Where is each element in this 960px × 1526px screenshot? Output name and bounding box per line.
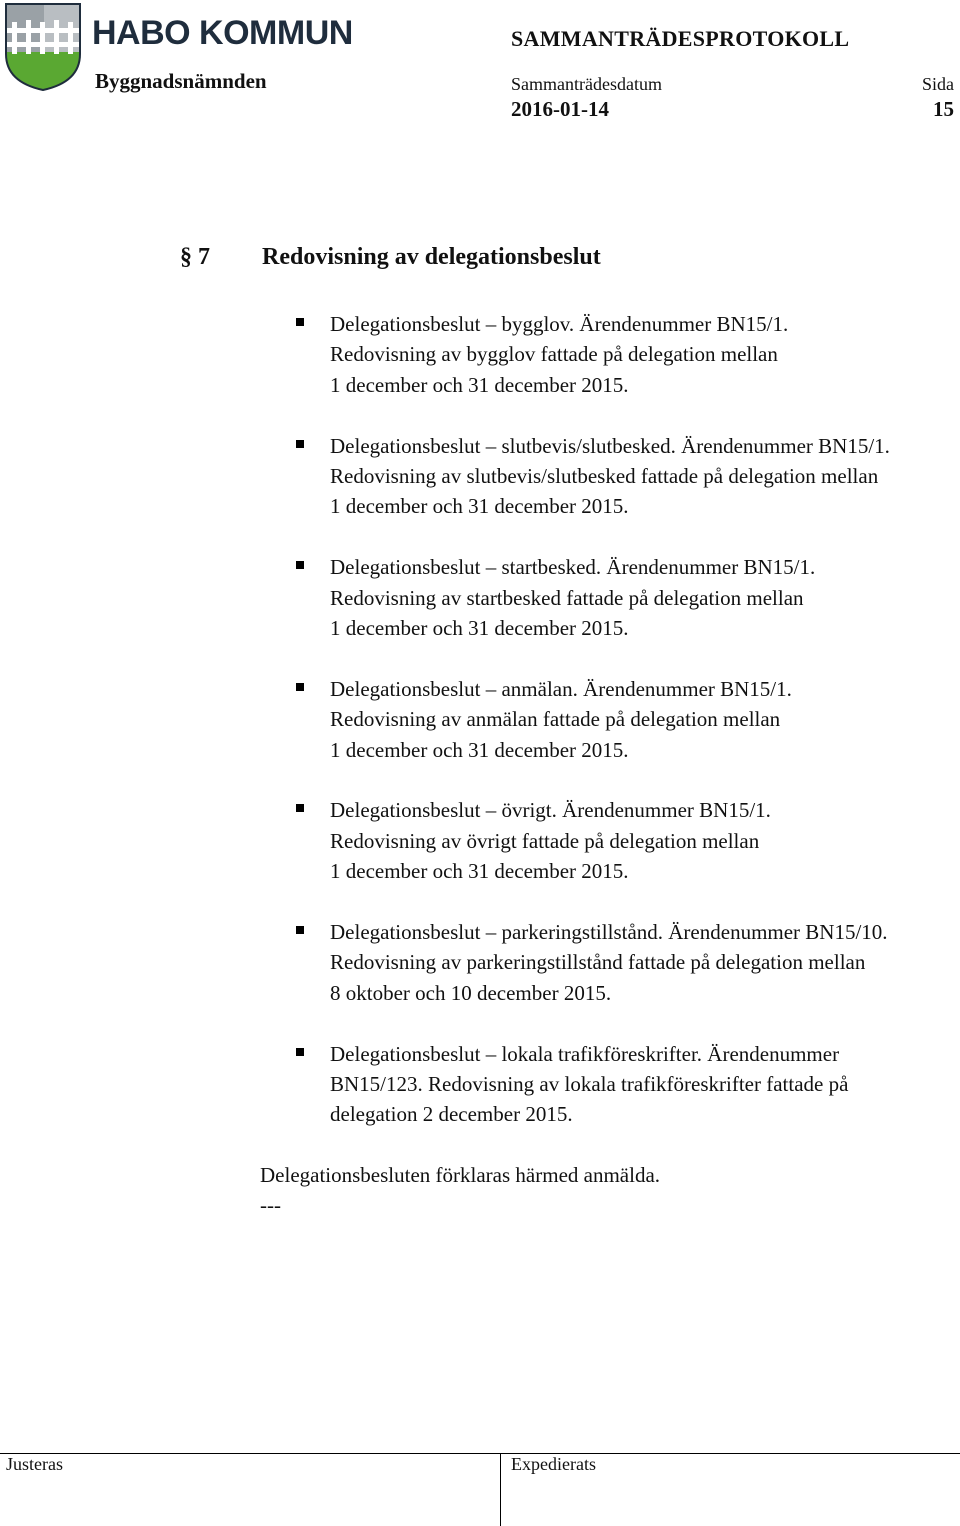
delegation-decision-list <box>296 309 946 1160</box>
section-number: § 7 <box>180 244 210 270</box>
list-item <box>296 795 946 886</box>
meeting-date-label: Sammanträdesdatum <box>511 74 662 94</box>
committee-name: Byggnadsnämnden <box>95 69 267 93</box>
bullet-icon <box>296 683 304 691</box>
bullet-icon <box>296 1048 304 1056</box>
list-item <box>296 431 946 522</box>
footer-rule <box>0 1453 960 1454</box>
bullet-icon <box>296 926 304 934</box>
footer-divider <box>500 1453 501 1526</box>
item-line: Redovisning av bygglov fattade på delegation mellan <box>330 342 778 367</box>
bullet-icon <box>296 318 304 326</box>
item-line: Delegationsbeslut – bygglov. Ärendenummer BN15/1. <box>330 312 789 336</box>
item-line: 1 december och 31 december 2015. <box>330 737 629 762</box>
item-line: 1 december och 31 december 2015. <box>330 859 629 884</box>
item-line: Delegationsbeslut – parkeringstillstånd. Ärendenummer BN15/10. <box>330 920 888 945</box>
item-line: Delegationsbeslut – övrigt. Ärendenummer BN15/1. <box>330 798 771 823</box>
conclusion <box>260 1160 660 1221</box>
end-separator: --- <box>260 1193 281 1218</box>
list-item <box>296 917 946 1008</box>
bullet-icon <box>296 440 304 448</box>
municipality-name: HABO KOMMUN <box>92 14 353 52</box>
section-title: Redovisning av delegationsbeslut <box>262 244 601 270</box>
list-item <box>296 309 946 400</box>
item-line: Redovisning av övrigt fattade på delegation mellan <box>330 828 760 853</box>
item-line: Redovisning av slutbevis/slutbesked fattade på delegation mellan <box>330 464 879 489</box>
meeting-date-value: 2016-01-14 <box>511 97 609 121</box>
footer-expedierats-label: Expedierats <box>511 1454 596 1474</box>
list-item <box>296 1039 946 1130</box>
item-line: 8 oktober och 10 december 2015. <box>330 980 612 1005</box>
bullet-icon <box>296 561 304 569</box>
item-line: Delegationsbeslut – lokala trafikföreskrifter. Ärendenummer <box>330 1041 840 1066</box>
item-line: 1 december och 31 december 2015. <box>330 616 629 641</box>
item-line: Redovisning av startbesked fattade på delegation mellan <box>330 585 804 610</box>
footer-justeras-label: Justeras <box>6 1454 63 1474</box>
list-item <box>296 552 946 643</box>
item-line: Delegationsbeslut – anmälan. Ärendenummer BN15/1. <box>330 676 792 701</box>
item-line: 1 december och 31 december 2015. <box>330 494 629 519</box>
list-item <box>296 674 946 765</box>
item-line: Redovisning av parkeringstillstånd fattade på delegation mellan <box>330 950 866 975</box>
item-line: delegation 2 december 2015. <box>330 1102 573 1127</box>
item-line: Delegationsbeslut – startbesked. Ärendenummer BN15/1. <box>330 555 816 580</box>
document-title: SAMMANTRÄDESPROTOKOLL <box>511 26 850 51</box>
habo-coat-of-arms-icon <box>4 2 82 92</box>
item-line: Delegationsbeslut – slutbevis/slutbesked. Ärendenummer BN15/1. <box>330 433 890 458</box>
bullet-icon <box>296 804 304 812</box>
page-label: Sida <box>921 74 954 94</box>
conclusion-text: Delegationsbesluten förklaras härmed anmälda. <box>260 1163 661 1187</box>
item-line: 1 december och 31 december 2015. <box>330 372 629 397</box>
item-line: Redovisning av anmälan fattade på delegation mellan <box>330 707 781 732</box>
page-number: 15 <box>933 97 954 121</box>
item-line: BN15/123. Redovisning av lokala trafikföreskrifter fattade på <box>330 1072 849 1097</box>
